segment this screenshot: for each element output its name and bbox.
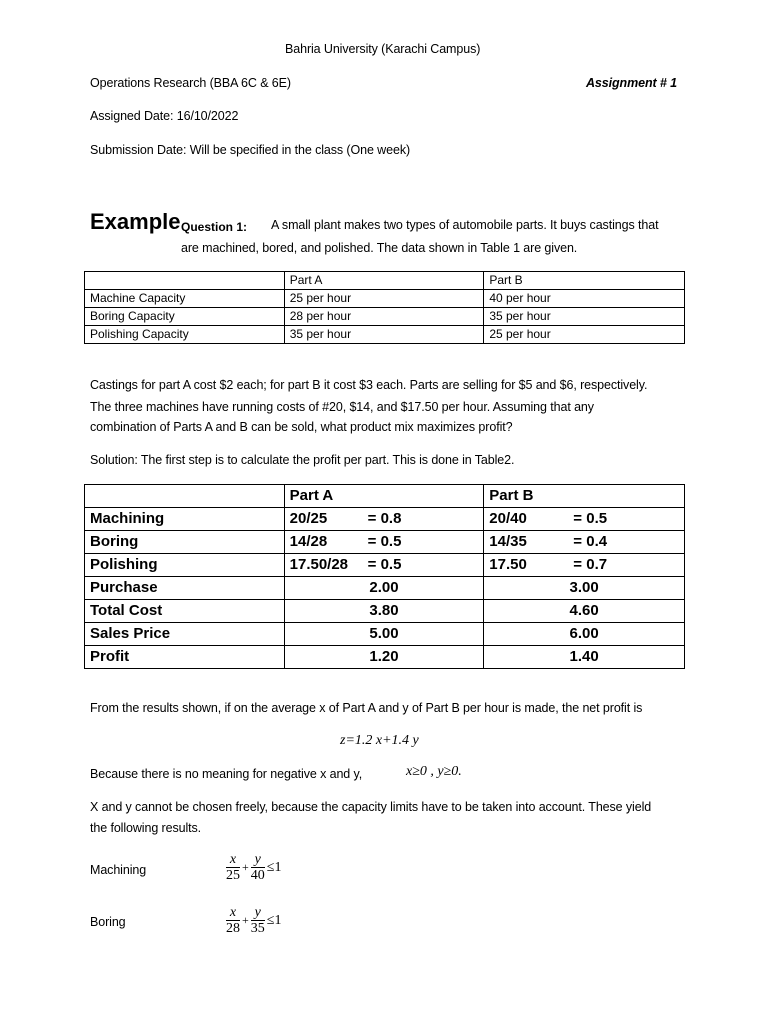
question-label: Question 1: (181, 220, 248, 234)
costs-paragraph-line2: The three machines have running costs of #20, $14, and $17.50 per hour. Assuming that any (90, 400, 594, 414)
table-cell: 40 per hour (484, 290, 685, 308)
numerator: x (226, 905, 240, 921)
question-text-line2: are machined, bored, and polished. The data shown in Table 1 are given. (181, 241, 578, 255)
table-cell (284, 531, 484, 554)
nonnegativity-text: Because there is no meaning for negative x and y, (90, 767, 363, 781)
table-cell: 3.80 (284, 600, 484, 623)
table-header-row (85, 272, 685, 290)
costs-paragraph-line1: Castings for part A cost $2 each; for part B it cost $3 each. Parts are selling for $5 and $6, respectively. (90, 378, 648, 392)
table-cell (284, 508, 484, 531)
table-cell: Part B (484, 485, 685, 508)
numerator: y (251, 905, 265, 921)
table-cell: 25 per hour (284, 290, 484, 308)
expr-result: = 0.4 (573, 533, 608, 550)
constraint-machining (226, 852, 281, 883)
fraction (251, 905, 265, 936)
expr: 14/35 (489, 533, 527, 550)
table-row (85, 554, 685, 577)
table-cell: 6.00 (484, 623, 685, 646)
table-cell: Purchase (85, 577, 285, 600)
denominator: 35 (250, 921, 265, 936)
expr-result: = 0.8 (367, 510, 402, 527)
expr-result: = 0.7 (573, 556, 608, 573)
course-title: Operations Research (BBA 6C & 6E) (90, 76, 291, 90)
table-cell: Profit (85, 646, 285, 669)
table-cell: Part A (284, 485, 484, 508)
capacity-table (84, 271, 685, 344)
expr-result: = 0.5 (573, 510, 608, 527)
table-cell (85, 272, 285, 290)
numerator: x (226, 852, 240, 868)
table-row (85, 623, 685, 646)
solution-text: Solution: The first step is to calculate the profit per part. This is done in Table2. (90, 453, 515, 467)
example-heading: Example (90, 209, 181, 234)
constraint-boring (226, 905, 281, 936)
table-row (85, 531, 685, 554)
table-cell: Boring Capacity (85, 308, 285, 326)
denominator: 40 (250, 868, 265, 883)
constraint-label-machining: Machining (90, 863, 147, 877)
costs-paragraph-line3: combination of Parts A and B can be sold, what product mix maximizes profit? (90, 420, 513, 434)
expr: 20/25 (289, 510, 328, 527)
table-cell (484, 554, 685, 577)
expr: 14/28 (289, 533, 328, 550)
constraint-rhs: ≤1 (266, 912, 282, 928)
profit-table (84, 484, 685, 669)
constraint-rhs: ≤1 (266, 859, 282, 875)
table-cell (484, 531, 685, 554)
table-cell: 4.60 (484, 600, 685, 623)
table-cell: 1.20 (284, 646, 484, 669)
fraction (251, 852, 265, 883)
table-row (85, 646, 685, 669)
denominator: 25 (226, 868, 240, 883)
table-cell: 35 per hour (284, 326, 484, 344)
table-cell: Part A (284, 272, 484, 290)
table-cell: Sales Price (85, 623, 285, 646)
expr: 17.50/28 (289, 556, 349, 573)
table-cell: Polishing Capacity (85, 326, 285, 344)
nonnegativity-expr: x≥0 , y≥0. (406, 764, 462, 779)
table-row (85, 326, 685, 344)
table-cell: Total Cost (85, 600, 285, 623)
table-row (85, 308, 685, 326)
fraction (226, 852, 240, 883)
table-cell: Polishing (85, 554, 285, 577)
expr-result: = 0.5 (367, 556, 402, 573)
constraint-label-boring: Boring (90, 915, 126, 929)
table-row (85, 600, 685, 623)
fraction (226, 905, 240, 936)
capacity-text-line2: the following results. (90, 821, 202, 835)
university-title: Bahria University (Karachi Campus) (285, 42, 481, 56)
assigned-date: Assigned Date: 16/10/2022 (90, 109, 239, 123)
table-cell: Boring (85, 531, 285, 554)
question-text-line1: A small plant makes two types of automobile parts. It buys castings that (271, 218, 659, 232)
table-cell: 35 per hour (484, 308, 685, 326)
assignment-label: Assignment # 1 (586, 76, 677, 90)
table-row (85, 508, 685, 531)
table-header-row (85, 485, 685, 508)
table-cell: 2.00 (284, 577, 484, 600)
denominator: 28 (226, 921, 240, 936)
expr: 20/40 (489, 510, 527, 527)
expr-result: = 0.5 (367, 533, 402, 550)
table-row (85, 290, 685, 308)
plus-sign: + (242, 860, 249, 874)
objective-function: z=1.2 x+1.4 y (340, 733, 419, 748)
expr: 17.50 (489, 556, 527, 573)
table-cell: 28 per hour (284, 308, 484, 326)
table-row (85, 577, 685, 600)
table-cell: Machine Capacity (85, 290, 285, 308)
table-cell: Part B (484, 272, 685, 290)
table-cell: 3.00 (484, 577, 685, 600)
table-cell (484, 508, 685, 531)
table-cell: 5.00 (284, 623, 484, 646)
table-cell: 1.40 (484, 646, 685, 669)
submission-date: Submission Date: Will be specified in the class (One week) (90, 143, 411, 157)
capacity-text-line1: X and y cannot be chosen freely, because the capacity limits have to be taken into account. These yield (90, 800, 652, 814)
numerator: y (251, 852, 265, 868)
plus-sign: + (242, 913, 249, 927)
table-cell (85, 485, 285, 508)
table-cell: Machining (85, 508, 285, 531)
table-cell: 25 per hour (484, 326, 685, 344)
results-text: From the results shown, if on the average x of Part A and y of Part B per hour is made, the net profit is (90, 701, 643, 715)
table-cell (284, 554, 484, 577)
